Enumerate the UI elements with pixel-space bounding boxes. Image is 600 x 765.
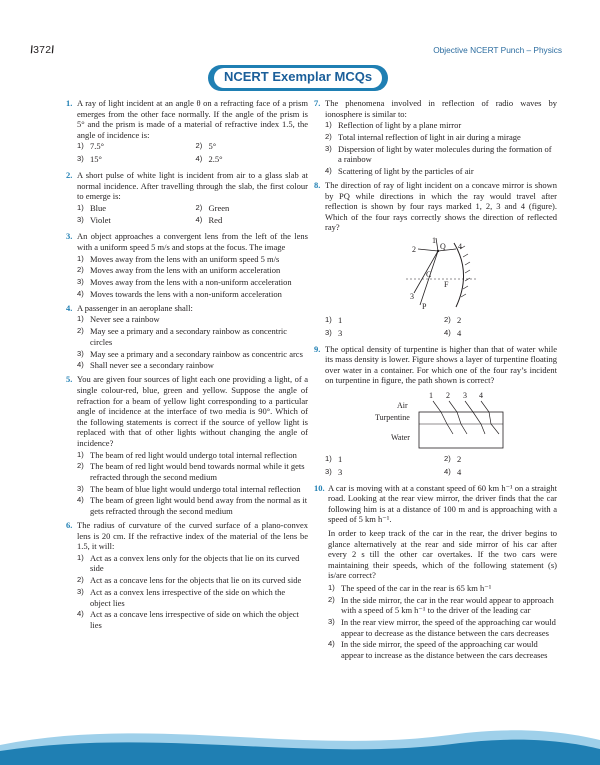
option-number: 2) [77, 575, 84, 585]
option-list [325, 120, 557, 177]
option-number: 2) [325, 131, 332, 141]
question-number: 10. [314, 482, 325, 493]
option-number: 1) [325, 315, 332, 325]
option-text: The beam of red light would undergo total internal reflection [90, 449, 297, 460]
option-number: 1) [77, 314, 84, 324]
option[interactable] [325, 315, 438, 326]
question-4 [66, 303, 308, 371]
ray-1 [436, 238, 438, 251]
question-text: An object approaches a convergent lens from the left of the lens with a uniform speed 5 m/s and stops at the focus. The image [77, 231, 308, 252]
option-text: In the rear view mirror, the speed of the approaching car would appear to decrease as the distance between the cars decreases [341, 617, 556, 638]
option-text: 7.5° [90, 141, 105, 152]
label-air: Air [397, 401, 408, 411]
right-column [314, 98, 557, 664]
option-text: Blue [90, 202, 107, 213]
question-text: The optical density of turpentine is higher than that of water while its mass density is lower. Figure shows a layer of turpentine floating over water in a container. For which one of the four ray’s incident on turpentine in figure, the path shown is correct? [325, 343, 557, 386]
option-text: Never see a rainbow [90, 314, 160, 325]
option-list [325, 315, 557, 340]
option-text: Scattering of light by the particles of air [338, 166, 474, 177]
ray-2 [418, 249, 438, 251]
option-number: 2) [328, 594, 335, 604]
option[interactable] [77, 265, 308, 276]
option[interactable] [328, 595, 557, 616]
question-text: You are given four sources of light each one providing a light, of a single colour-red, blue, green and yellow. Suppose the angle of refraction for a beam of yellow light corresponding to a particular angle of incidence at the interface of two media is 90°. Which of the following statements is correct if the source of yellow light is replaced with that of other lights without changing the angle of incidence? [77, 374, 308, 448]
option-text: Moves away from the lens with an uniform speed 5 m/s [90, 253, 280, 264]
option-text: Act as a convex lens irrespective of the side on which the object lies [90, 586, 286, 608]
option[interactable] [77, 587, 308, 608]
option[interactable] [328, 583, 557, 594]
option-number: 1) [328, 582, 335, 592]
question-number: 4. [66, 302, 73, 313]
option-number: 2) [195, 141, 203, 151]
option[interactable] [196, 154, 309, 165]
footer-wave [0, 705, 600, 765]
option-number: 2) [77, 265, 84, 275]
label-p: P [422, 302, 427, 312]
option-text: 4 [457, 327, 462, 338]
label-ray-1: 1 [429, 391, 433, 401]
option[interactable] [444, 454, 557, 465]
option[interactable] [77, 553, 308, 574]
turpentine-figure [371, 388, 511, 452]
option-text: Dispersion of light by water molecules during the formation of a rainbow [338, 143, 552, 165]
option-list [77, 254, 308, 300]
option-text: In the side mirror, the speed of the approaching car would appear to increase as the distance between the cars decreases [341, 639, 548, 661]
option-number: 4) [328, 639, 335, 649]
option-list [325, 454, 557, 479]
option[interactable] [77, 154, 190, 165]
point-q [437, 250, 439, 252]
option-text: Act as a concave lens for the objects that lie on its curved side [90, 575, 302, 586]
option-text: 4 [457, 466, 462, 477]
option-number: 4) [444, 466, 451, 476]
option-text: Red [208, 215, 223, 226]
question-number: 6. [66, 520, 73, 531]
question-7 [314, 98, 557, 177]
label-ray-1: 1 [432, 236, 436, 246]
option-text: Moves away from the lens with a non-uniform acceleration [90, 277, 292, 288]
option-number: 1) [77, 141, 84, 151]
option[interactable] [325, 144, 557, 165]
question-3 [66, 231, 308, 299]
option-number: 2) [77, 326, 84, 336]
option-text: 1 [338, 315, 343, 326]
question-8 [314, 180, 557, 340]
concave-mirror [454, 243, 464, 307]
question-number: 3. [66, 231, 73, 242]
left-column [66, 98, 308, 634]
question-5 [66, 374, 308, 516]
option-text: 15° [90, 153, 102, 164]
option-text: In the side mirror, the car in the rear would appear to approach with a speed of 5 km h⁻¹ to the driver of the leading car [341, 594, 554, 616]
option[interactable] [77, 609, 308, 630]
option-number: 2) [444, 454, 451, 464]
label-f: F [444, 280, 449, 290]
question-text: The radius of curvature of the curved surface of a plano-convex lens is 20 cm. If the refractive index of the material of the lens be 1.5, it will: [77, 520, 308, 552]
option-number: 4) [444, 327, 451, 337]
question-number: 1. [66, 98, 73, 108]
label-ray-4: 4 [479, 391, 483, 401]
label-ray-4: 4 [458, 242, 462, 252]
option-text: The speed of the car in the rear is 65 km h⁻¹ [341, 582, 492, 593]
label-ray-3: 3 [410, 292, 414, 302]
option[interactable] [77, 349, 308, 360]
label-c: C [426, 270, 432, 280]
option-number: 2) [77, 461, 84, 471]
option[interactable] [325, 166, 557, 177]
option-number: 3) [325, 143, 332, 153]
page-number-text: 372 [33, 44, 52, 56]
option-text: 5° [208, 141, 217, 152]
option[interactable] [444, 315, 557, 326]
option-number: 1) [325, 454, 332, 464]
page-number-left-bar: \ [28, 44, 35, 56]
option-number: 4) [325, 166, 332, 176]
question-text: A passenger in an aeroplane shall: [77, 302, 193, 313]
option-number: 4) [77, 609, 84, 619]
option-text: Reflection of light by a plane mirror [338, 120, 462, 131]
page-number [30, 44, 54, 56]
question-number: 5. [66, 374, 73, 385]
option-text: Moves towards the lens with a non-uniform acceleration [90, 288, 282, 299]
option-text: 2 [457, 315, 462, 326]
option[interactable] [77, 254, 308, 265]
question-text-continued: In order to keep track of the car in the rear, the driver begins to glance alternatively at the rear and side mirror of his car after every 2 s till the other car overtakes. If the two cars were maintaining their speeds, which of the following statement (s) is/are correct? [328, 527, 557, 581]
option-list [77, 450, 308, 517]
option-text: Green [208, 202, 230, 213]
option-text: Act as a convex lens only for the objects that lie on its curved side [90, 552, 300, 574]
option-list [77, 203, 308, 228]
option-text: 1 [338, 454, 343, 465]
option[interactable] [77, 484, 308, 495]
label-turpentine: Turpentine [375, 413, 410, 423]
option[interactable] [328, 617, 557, 638]
question-number: 9. [314, 343, 321, 354]
question-text: The direction of ray of light incident on a concave mirror is shown by PQ while directions in which the ray would travel after reflection is shown by four rays marked 1, 2, 3 and 4 (figure). Which of the four rays correctly shows the direction of reflected ray? [325, 180, 557, 233]
option-text: The beam of red light would bend towards normal while it gets refracted through the second medium [90, 461, 305, 482]
option-number: 2) [444, 315, 451, 325]
book-title: Objective NCERT Punch – Physics [433, 45, 562, 55]
option[interactable] [325, 454, 438, 465]
option-number: 4) [77, 288, 84, 298]
label-ray-2: 2 [446, 391, 450, 401]
label-water: Water [391, 433, 410, 443]
rays [433, 401, 499, 434]
option[interactable] [328, 639, 557, 660]
option-text: May see a primary and a secondary rainbow as concentric arcs [90, 348, 303, 359]
question-number: 2. [66, 169, 73, 180]
option-text: Violet [90, 215, 111, 226]
option-number: 3) [77, 277, 84, 287]
option-text: Act as a concave lens irrespective of side on which the object lies [90, 609, 299, 630]
option[interactable] [77, 203, 190, 214]
option-list [77, 314, 308, 371]
question-9 [314, 344, 557, 480]
page-number-right-bar: \ [49, 44, 56, 56]
mirror-hatching [460, 246, 470, 297]
option-number: 3) [325, 327, 332, 337]
option-number: 4) [77, 495, 84, 505]
concave-mirror-figure [386, 235, 496, 313]
option[interactable] [325, 120, 557, 131]
option[interactable] [77, 575, 308, 586]
option-number: 1) [77, 253, 84, 263]
question-text: A car is moving with at a constant speed of 60 km h⁻¹ on a straight road. Looking at the rear view mirror, the driver finds that the car following him is at a distance of 100 m and is approaching with a speed of 5 km h⁻¹. [328, 482, 557, 525]
option-list [328, 583, 557, 661]
option-text: May see a primary and a secondary rainbow as concentric circles [90, 326, 288, 347]
option-text: 2.5° [208, 153, 223, 164]
question-text: A ray of light incident at an angle θ on a refracting face of a prism emerges from the other face normally. If the angle of the prism is 5° and the prism is made of a material of refractive index 1.5, the angle of incidence is: [77, 98, 308, 140]
option[interactable] [77, 141, 190, 152]
option-text: Moves away from the lens with an uniform acceleration [90, 265, 281, 276]
option[interactable] [444, 328, 557, 339]
option-number: 1) [325, 120, 332, 130]
option[interactable] [196, 215, 309, 226]
option[interactable] [77, 360, 308, 371]
option[interactable] [196, 141, 309, 152]
option[interactable] [77, 289, 308, 300]
option[interactable] [77, 314, 308, 325]
option[interactable] [444, 467, 557, 478]
option-number: 1) [77, 449, 84, 459]
option-text: The beam of blue light would undergo total internal reflection [90, 483, 301, 494]
option[interactable] [77, 450, 308, 461]
label-ray-3: 3 [463, 391, 467, 401]
option-text: The beam of green light would bend away from the normal as it gets refracted through the second medium [90, 495, 308, 517]
option-text: 2 [457, 454, 462, 465]
option-number: 3) [325, 466, 332, 476]
option[interactable] [325, 132, 557, 143]
question-10 [314, 483, 557, 661]
option-text: Total internal reflection of light in air during a mirage [338, 131, 521, 142]
option[interactable] [196, 203, 309, 214]
option-list [77, 553, 308, 631]
question-number: 7. [314, 98, 321, 108]
option-number: 4) [195, 153, 203, 163]
option-number: 4) [195, 215, 203, 225]
label-q: Q [440, 242, 446, 252]
option-number: 3) [77, 348, 84, 358]
question-text: A short pulse of white light is incident from air to a glass slab at normal incidence. After travelling through the slab, the first colour to emerge is: [77, 169, 308, 202]
option[interactable] [325, 328, 438, 339]
option-number: 3) [77, 586, 84, 596]
label-ray-2: 2 [412, 245, 416, 255]
option-text: 3 [338, 466, 343, 477]
question-1 [66, 98, 308, 167]
option[interactable] [77, 215, 190, 226]
option-text: 3 [338, 327, 343, 338]
question-6 [66, 520, 308, 631]
banner-title: NCERT Exemplar MCQs [223, 69, 373, 84]
option[interactable] [77, 277, 308, 288]
option-number: 3) [77, 483, 84, 493]
option[interactable] [325, 467, 438, 478]
question-text: The phenomena involved in reflection of radio waves by ionosphere is similar to: [325, 98, 557, 119]
option-number: 4) [77, 360, 84, 370]
option-number: 3) [77, 153, 84, 163]
option[interactable] [77, 495, 308, 516]
option-text: Shall never see a secondary rainbow [90, 360, 214, 371]
option-number: 1) [77, 202, 84, 212]
option[interactable] [77, 461, 308, 482]
option-number: 3) [77, 215, 84, 225]
question-2 [66, 170, 308, 228]
container [419, 412, 503, 448]
option[interactable] [77, 326, 308, 347]
option-list [77, 141, 308, 166]
section-banner [208, 65, 388, 91]
question-number: 8. [314, 180, 321, 191]
option-number: 2) [195, 202, 203, 212]
option-number: 1) [77, 552, 84, 562]
option-number: 3) [328, 617, 335, 627]
